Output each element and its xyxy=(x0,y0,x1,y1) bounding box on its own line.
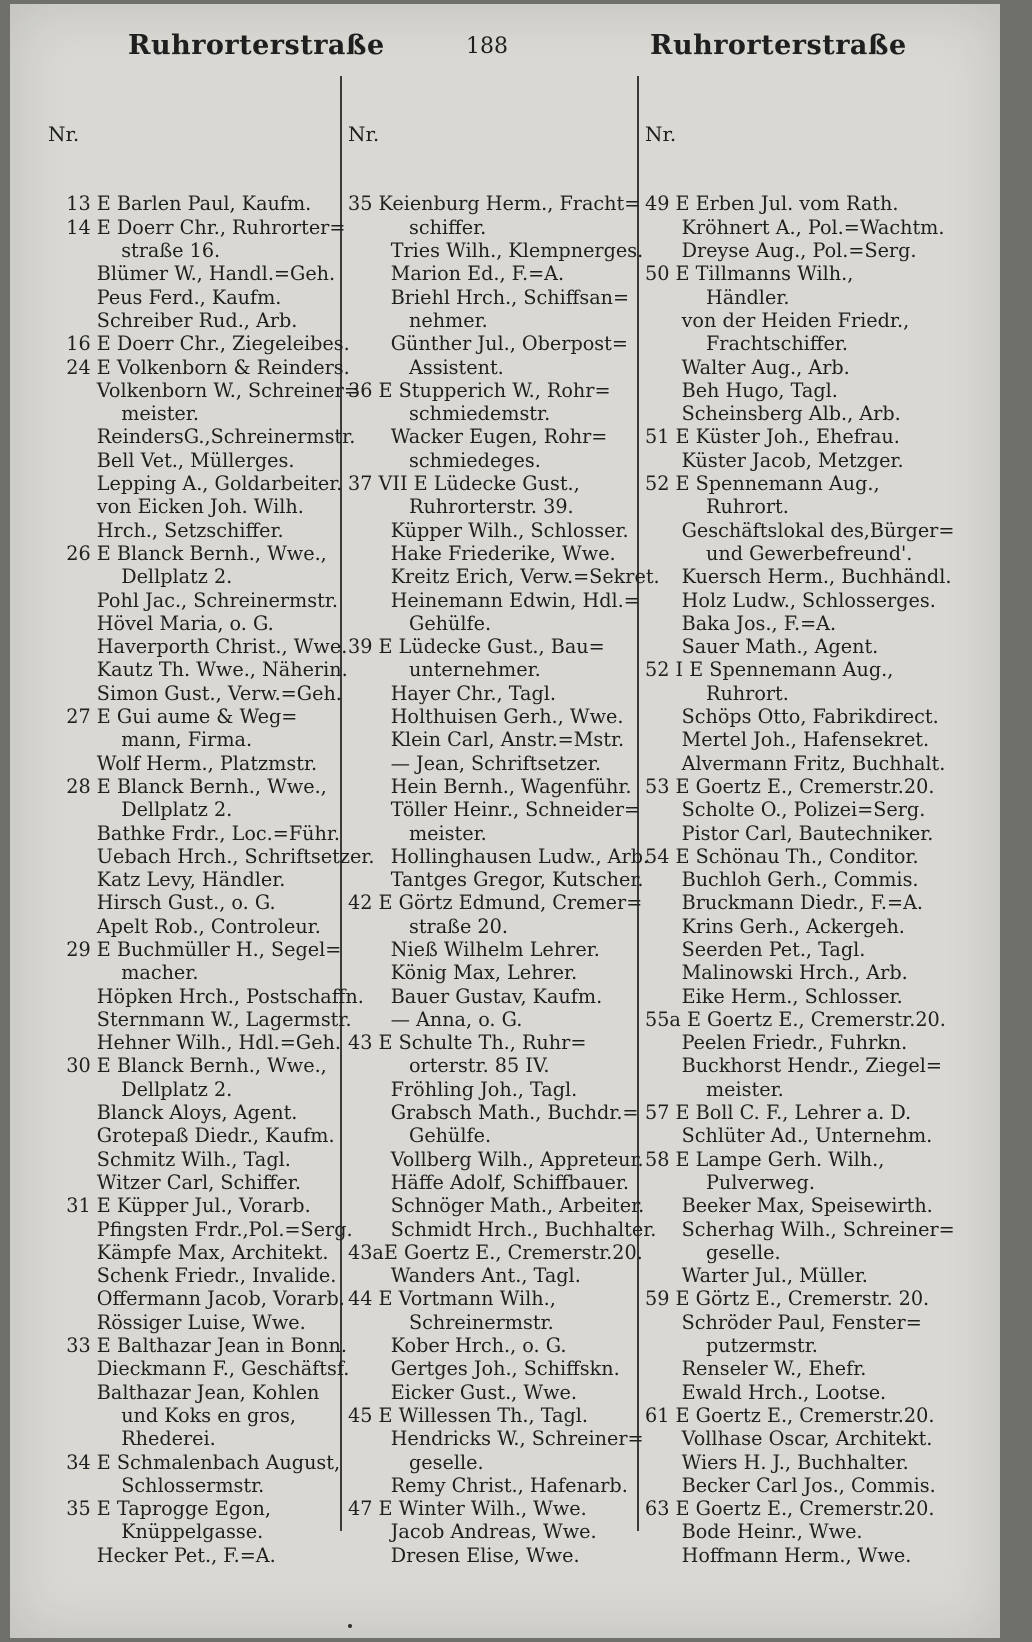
directory-entry-line: putzermstr. xyxy=(645,1334,818,1358)
directory-entry-line: Dreyse Aug., Pol.=Serg. xyxy=(645,239,917,263)
directory-entry-line: Sauer Math., Agent. xyxy=(645,635,879,659)
directory-entry-line: Schöps Otto, Fabrikdirect. xyxy=(645,705,939,729)
directory-entry-line: Kämpfe Max, Architekt. xyxy=(48,1240,329,1264)
directory-entry-line: Hein Bernh., Wagenführ. xyxy=(348,774,632,798)
directory-entry-line: Baka Jos., F.=A. xyxy=(645,611,837,635)
directory-entry-line: 34 E Schmalenbach August, xyxy=(48,1450,341,1474)
directory-entry-line: — Jean, Schriftsetzer. xyxy=(348,751,601,775)
directory-entry-line: Apelt Rob., Controleur. xyxy=(48,914,321,938)
directory-entry-line: Pohl Jac., Schreinermstr. xyxy=(48,588,338,612)
directory-entry-line: Hövel Maria, o. G. xyxy=(48,611,274,635)
directory-entry-line: Bell Vet., Müllerges. xyxy=(48,448,295,472)
directory-entry-line: Küpper Wilh., Schlosser. xyxy=(348,518,629,542)
directory-entry-line: Buchloh Gerh., Commis. xyxy=(645,868,919,892)
directory-entry-line: 51 E Küster Joh., Ehefrau. xyxy=(645,425,900,449)
directory-entry-line: 63 E Goertz E., Cremerstr.20. xyxy=(645,1497,935,1521)
directory-entry-line: 44 E Vortmann Wilh., xyxy=(348,1287,556,1311)
directory-entry-line: Schröder Paul, Fenster= xyxy=(645,1310,922,1334)
directory-entry-line: 49 E Erben Jul. vom Rath. xyxy=(645,192,899,216)
directory-entry-line: geselle. xyxy=(645,1240,781,1264)
column-heading: Nr. xyxy=(348,121,380,146)
directory-entry-line: 31 E Küpper Jul., Vorarb. xyxy=(48,1194,311,1218)
directory-entry-line: Witzer Carl, Schiffer. xyxy=(48,1170,301,1194)
directory-entry-line: Simon Gust., Verw.=Geh. xyxy=(48,681,342,705)
directory-entry-line: Hollinghausen Ludw., Arb. xyxy=(348,844,650,868)
directory-entry-line: Assistent. xyxy=(348,355,504,379)
directory-entry-line: 37 VII E Lüdecke Gust., xyxy=(348,472,580,496)
directory-entry-line: Pulverweg. xyxy=(645,1170,815,1194)
directory-entry-line: macher. xyxy=(48,961,199,985)
directory-entry-line: Briehl Hrch., Schiffsan= xyxy=(348,285,630,309)
directory-entry-line: Ruhrort. xyxy=(645,495,789,519)
directory-entry-line: Ruhrort. xyxy=(645,681,789,705)
directory-entry-line: von Eicken Joh. Wilh. xyxy=(48,495,304,519)
directory-entry-line: Rössiger Luise, Wwe. xyxy=(48,1310,306,1334)
directory-entry-line: 39 E Lüdecke Gust., Bau= xyxy=(348,635,605,659)
directory-entry-line: Holthuisen Gerh., Wwe. xyxy=(348,705,624,729)
directory-entry-line: Marion Ed., F.=A. xyxy=(348,262,565,286)
directory-entry-line: Fröhling Joh., Tagl. xyxy=(348,1077,578,1101)
directory-entry-line: Pfingsten Frdr.,Pol.=Serg. xyxy=(48,1217,353,1241)
directory-entry-line: Uebach Hrch., Schriftsetzer. xyxy=(48,844,375,868)
directory-entry-line: Kreitz Erich, Verw.=Sekret. xyxy=(348,565,660,589)
directory-entry-line: Malinowski Hrch., Arb. xyxy=(645,961,908,985)
directory-entry-line: 29 E Buchmüller H., Segel= xyxy=(48,937,342,961)
directory-entry-line: Schenk Friedr., Invalide. xyxy=(48,1264,337,1288)
directory-entry-line: Dellplatz 2. xyxy=(48,1077,233,1101)
directory-entry-line: Eicker Gust., Wwe. xyxy=(348,1380,577,1404)
directory-entry-line: Schmidt Hrch., Buchhalter. xyxy=(348,1217,657,1241)
column-heading: Nr. xyxy=(645,121,677,146)
directory-entry-line: 54 E Schönau Th., Conditor. xyxy=(645,844,919,868)
directory-entry-line: Günther Jul., Oberpost= xyxy=(348,332,628,356)
directory-entry-line: 28 E Blanck Bernh., Wwe., xyxy=(48,774,327,798)
directory-entry-line: mann, Firma. xyxy=(48,728,253,752)
directory-entry-line: 27 E Gui aume & Weg= xyxy=(48,705,298,729)
directory-entry-line: Dellplatz 2. xyxy=(48,798,233,822)
directory-entry-line: 53 E Goertz E., Cremerstr.20. xyxy=(645,774,935,798)
directory-entry-line: Ruhrorterstr. 39. xyxy=(348,495,574,519)
directory-entry-line: — Anna, o. G. xyxy=(348,1007,523,1031)
directory-entry-line: Vollberg Wilh., Appreteur. xyxy=(348,1147,644,1171)
directory-entry-line: meister. xyxy=(645,1077,784,1101)
directory-entry-line: Scholte O., Polizei=Serg. xyxy=(645,798,926,822)
directory-entry-line: Küster Jacob, Metzger. xyxy=(645,448,904,472)
directory-entry-line: Scherhag Wilh., Schreiner= xyxy=(645,1217,955,1241)
directory-entry-line: Warter Jul., Müller. xyxy=(645,1264,868,1288)
directory-entry-line: Gertges Joh., Schiffskn. xyxy=(348,1357,620,1381)
directory-entry-line: Holz Ludw., Schlosserges. xyxy=(645,588,936,612)
directory-entry-line: nehmer. xyxy=(348,308,488,332)
directory-entry-line: 61 E Goertz E., Cremerstr.20. xyxy=(645,1403,935,1427)
page-number: 188 xyxy=(466,34,508,59)
directory-entry-line: Renseler W., Ehefr. xyxy=(645,1357,867,1381)
directory-entry-line: Bode Heinr., Wwe. xyxy=(645,1520,863,1544)
directory-entry-line: Vollhase Oscar, Architekt. xyxy=(645,1427,933,1451)
directory-entry-line: 35 Keienburg Herm., Fracht= xyxy=(348,192,641,216)
directory-entry-line: 16 E Doerr Chr., Ziegeleibes. xyxy=(48,332,350,356)
directory-entry-line: Katz Levy, Händler. xyxy=(48,868,286,892)
directory-entry-line: Gehülfe. xyxy=(348,611,492,635)
directory-entry-line: Höpken Hrch., Postschaffn. xyxy=(48,984,364,1008)
directory-entry-line: unternehmer. xyxy=(348,658,541,682)
directory-entry-line: schiffer. xyxy=(348,215,487,239)
directory-entry-line: Becker Carl Jos., Commis. xyxy=(645,1473,936,1497)
directory-entry-line: Tries Wilh., Klempnerges. xyxy=(348,239,644,263)
directory-entry-line: Kröhnert A., Pol.=Wachtm. xyxy=(645,215,945,239)
directory-entry-line: Schnöger Math., Arbeiter. xyxy=(348,1194,645,1218)
directory-entry-line: Wiers H. J., Buchhalter. xyxy=(645,1450,909,1474)
directory-entry-line: Hehner Wilh., Hdl.=Geh. xyxy=(48,1031,342,1055)
directory-entry-line: Jacob Andreas, Wwe. xyxy=(348,1520,597,1544)
directory-entry-line: Hake Friederike, Wwe. xyxy=(348,541,616,565)
directory-entry-line: schmiedemstr. xyxy=(348,402,551,426)
directory-entry-line: orterstr. 85 IV. xyxy=(348,1054,550,1078)
directory-entry-line: Walter Aug., Arb. xyxy=(645,355,850,379)
directory-entry-line: Peelen Friedr., Fuhrkn. xyxy=(645,1031,908,1055)
directory-entry-line: Volkenborn W., Schreiner= xyxy=(48,378,360,402)
directory-page xyxy=(10,4,1000,1638)
directory-entry-line: Eike Herm., Schlosser. xyxy=(645,984,903,1008)
directory-entry-line: 59 E Görtz E., Cremerstr. 20. xyxy=(645,1287,930,1311)
directory-entry-line: 45 E Willessen Th., Tagl. xyxy=(348,1403,588,1427)
directory-entry-line: Hendricks W., Schreiner= xyxy=(348,1427,644,1451)
address-column-1 xyxy=(48,76,375,1567)
directory-entry-line: Schlossermstr. xyxy=(48,1473,265,1497)
directory-entry-line: Offermann Jacob, Vorarb. xyxy=(48,1287,345,1311)
directory-entry-line: 24 E Volkenborn & Reinders. xyxy=(48,355,350,379)
directory-entry-line: Peus Ferd., Kaufm. xyxy=(48,285,282,309)
directory-entry-line: Seerden Pet., Tagl. xyxy=(645,937,866,961)
directory-entry-line: Scheinsberg Alb., Arb. xyxy=(645,402,901,426)
directory-entry-line: Heinemann Edwin, Hdl.= xyxy=(348,588,640,612)
directory-entry-line: Bauer Gustav, Kaufm. xyxy=(348,984,603,1008)
directory-entry-line: Klein Carl, Anstr.=Mstr. xyxy=(348,728,625,752)
directory-entry-line: Hirsch Gust., o. G. xyxy=(48,891,276,915)
directory-entry-line: Dellplatz 2. xyxy=(48,565,233,589)
directory-entry-line: Schreinermstr. xyxy=(348,1310,554,1334)
directory-entry-line: straße 16. xyxy=(48,239,221,263)
directory-entry-line: Nieß Wilhelm Lehrer. xyxy=(348,937,600,961)
directory-entry-line: Bruckmann Diedr., F.=A. xyxy=(645,891,924,915)
directory-entry-line: 52 E Spennemann Aug., xyxy=(645,472,880,496)
directory-entry-line: Blanck Aloys, Agent. xyxy=(48,1101,298,1125)
directory-entry-line: 30 E Blanck Bernh., Wwe., xyxy=(48,1054,327,1078)
directory-entry-line: 35 E Taprogge Egon, xyxy=(48,1497,271,1521)
directory-entry-line: 13 E Barlen Paul, Kaufm. xyxy=(48,192,312,216)
directory-entry-line: Mertel Joh., Hafensekret. xyxy=(645,728,930,752)
directory-entry-line: Remy Christ., Hafenarb. xyxy=(348,1473,628,1497)
running-head-right: Ruhrorterstraße xyxy=(650,30,907,61)
directory-entry-line: 26 E Blanck Bernh., Wwe., xyxy=(48,541,327,565)
directory-entry-line: Kautz Th. Wwe., Näherin. xyxy=(48,658,348,682)
directory-entry-line: Wanders Ant., Tagl. xyxy=(348,1264,581,1288)
directory-entry-line: Schlüter Ad., Unternehm. xyxy=(645,1124,933,1148)
address-column-2 xyxy=(348,76,660,1567)
directory-entry-line: Rhederei. xyxy=(48,1427,216,1451)
print-speck xyxy=(348,1624,352,1628)
directory-entry-line: Grabsch Math., Buchdr.= xyxy=(348,1101,639,1125)
directory-entry-line: Krins Gerh., Ackergeh. xyxy=(645,914,905,938)
column-heading: Nr. xyxy=(48,121,80,146)
directory-entry-line: Hrch., Setzschiffer. xyxy=(48,518,284,542)
directory-entry-line: Buckhorst Hendr., Ziegel= xyxy=(645,1054,942,1078)
directory-entry-line: und Gewerbefreund'. xyxy=(645,541,913,565)
directory-entry-line: straße 20. xyxy=(348,914,508,938)
directory-entry-line: Knüppelgasse. xyxy=(48,1520,264,1544)
directory-entry-line: Wacker Eugen, Rohr= xyxy=(348,425,608,449)
directory-entry-line: geselle. xyxy=(348,1450,484,1474)
directory-entry-line: Schmitz Wilh., Tagl. xyxy=(48,1147,291,1171)
directory-entry-line: König Max, Lehrer. xyxy=(348,961,578,985)
directory-entry-line: 52 I E Spennemann Aug., xyxy=(645,658,894,682)
directory-entry-line: Kuersch Herm., Buchhändl. xyxy=(645,565,952,589)
directory-entry-line: 43 E Schulte Th., Ruhr= xyxy=(348,1031,587,1055)
directory-entry-line: Wolf Herm., Platzmstr. xyxy=(48,751,318,775)
directory-entry-line: Beh Hugo, Tagl. xyxy=(645,378,838,402)
directory-entry-line: 33 E Balthazar Jean in Bonn. xyxy=(48,1334,347,1358)
directory-entry-line: Tantges Gregor, Kutscher. xyxy=(348,868,644,892)
directory-entry-line: meister. xyxy=(48,402,199,426)
running-head-left: Ruhrorterstraße xyxy=(128,30,385,61)
directory-entry-line: 50 E Tillmanns Wilh., xyxy=(645,262,854,286)
page-header xyxy=(10,26,1000,66)
directory-entry-line: Frachtschiffer. xyxy=(645,332,848,356)
directory-entry-line: meister. xyxy=(348,821,487,845)
directory-entry-line: 55a E Goertz E., Cremerstr.20. xyxy=(645,1007,946,1031)
directory-entry-line: Beeker Max, Speisewirth. xyxy=(645,1194,933,1218)
directory-entry-line: Hecker Pet., F.=A. xyxy=(48,1543,276,1567)
directory-entry-line: Geschäftslokal des,Bürger= xyxy=(645,518,955,542)
directory-entry-line: 47 E Winter Wilh., Wwe. xyxy=(348,1497,587,1521)
directory-entry-line: Blümer W., Handl.=Geh. xyxy=(48,262,336,286)
directory-entry-line: Dieckmann F., Geschäftsf. xyxy=(48,1357,350,1381)
directory-entry-line: Hayer Chr., Tagl. xyxy=(348,681,556,705)
directory-entry-line: und Koks en gros, xyxy=(48,1403,296,1427)
address-column-3 xyxy=(645,76,955,1567)
directory-entry-line: 57 E Boll C. F., Lehrer a. D. xyxy=(645,1101,912,1125)
directory-entry-line: Bathke Frdr., Loc.=Führ. xyxy=(48,821,341,845)
directory-entry-line: von der Heiden Friedr., xyxy=(645,308,910,332)
directory-entry-line: Sternmann W., Lagermstr. xyxy=(48,1007,352,1031)
directory-entry-line: Händler. xyxy=(645,285,790,309)
directory-entry-line: Kober Hrch., o. G. xyxy=(348,1334,567,1358)
directory-entry-line: 42 E Görtz Edmund, Cremer= xyxy=(348,891,643,915)
directory-entry-line: 14 E Doerr Chr., Ruhrorter= xyxy=(48,215,346,239)
directory-entry-line: Balthazar Jean, Kohlen xyxy=(48,1380,320,1404)
directory-entry-line: Gehülfe. xyxy=(348,1124,492,1148)
directory-entry-line: Töller Heinr., Schneider= xyxy=(348,798,641,822)
directory-entry-line: 43aE Goertz E., Cremerstr.20. xyxy=(348,1240,643,1264)
directory-entry-line: Ewald Hrch., Lootse. xyxy=(645,1380,887,1404)
directory-entry-line: Schreiber Rud., Arb. xyxy=(48,308,298,332)
directory-entry-line: Alvermann Fritz, Buchhalt. xyxy=(645,751,946,775)
directory-entry-line: Grotepaß Diedr., Kaufm. xyxy=(48,1124,335,1148)
directory-entry-line: 36 E Stupperich W., Rohr= xyxy=(348,378,611,402)
directory-entry-line: Häffe Adolf, Schiffbauer. xyxy=(348,1170,630,1194)
directory-entry-line: ReindersG.,Schreinermstr. xyxy=(48,425,356,449)
directory-entry-line: Haverporth Christ., Wwe. xyxy=(48,635,348,659)
directory-entry-line: Pistor Carl, Bautechniker. xyxy=(645,821,934,845)
directory-entry-line: schmiedeges. xyxy=(348,448,541,472)
directory-entry-line: Dresen Elise, Wwe. xyxy=(348,1543,580,1567)
directory-entry-line: 58 E Lampe Gerh. Wilh., xyxy=(645,1147,885,1171)
directory-entry-line: Hoffmann Herm., Wwe. xyxy=(645,1543,912,1567)
directory-entry-line: Lepping A., Goldarbeiter. xyxy=(48,472,343,496)
